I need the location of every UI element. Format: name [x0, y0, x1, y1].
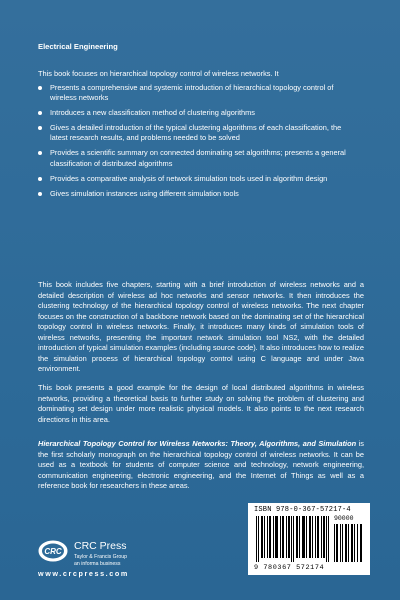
bullet-icon: [38, 126, 42, 130]
publisher-url: www.crcpress.com: [38, 569, 129, 578]
list-item: Presents a comprehensive and systemic introduction of hierarchical topology control of wireless networks: [38, 83, 358, 103]
bullet-icon: [38, 192, 42, 196]
list-item: Gives a detailed introduction of the typical clustering algorithms of each classification, the latest research results, and problems needed to be solved: [38, 123, 358, 143]
bullet-icon: [38, 111, 42, 115]
isbn-label: ISBN 978-0-367-57217-4: [254, 506, 351, 514]
crc-logo-text: CRC: [44, 547, 62, 556]
list-item: Provides a comparative analysis of network simulation tools used in algorithm design: [38, 174, 358, 184]
publisher-group: Taylor & Francis Group an informa business: [74, 554, 128, 567]
list-item: Gives simulation instances using different simulation tools: [38, 189, 358, 199]
list-item: Introduces a new classification method of clustering algorithms: [38, 108, 358, 118]
bullet-icon: [38, 86, 42, 90]
barcode: [248, 503, 370, 575]
book-title: Hierarchical Topology Control for Wireless Networks: Theory, Algorithms, and Simulation: [38, 439, 357, 448]
intro-text: This book focuses on hierarchical topology control of wireless networks. It: [38, 69, 279, 78]
description-paragraph: This book presents a good example for the design of local distributed algorithms in wireless networks, providing a theoretical basis to further study on solving the problem of clustering and dominating set design under more realistic physical models. It also points to the next research directions in this area.: [38, 383, 364, 424]
feature-list: [38, 83, 358, 204]
crc-logo-icon: [38, 540, 68, 562]
bullet-icon: [38, 151, 42, 155]
description-paragraph: Hierarchical Topology Control for Wireless Networks: Theory, Algorithms, and Simulation is the first scholarly monograph on the hierarchical topology control of wireless networks. It can be used as a textbook for students of computer science and technology, network engineering, communication engineering, electronic engineering, and the Internet of Things as well as a reference book for researchers in these areas.: [38, 439, 364, 490]
price-addon: 90000: [334, 515, 354, 522]
bullet-icon: [38, 177, 42, 181]
publisher-name: CRC Press: [74, 540, 127, 552]
ean-number: 9 780367 572174: [254, 564, 325, 572]
category-label: Electrical Engineering: [38, 42, 118, 51]
list-item: Provides a scientific summary on connected dominating set algorithms; presents a general classification of distributed algorithms: [38, 148, 358, 168]
barcode-bars-icon: [254, 516, 364, 562]
description-paragraph: This book includes five chapters, starting with a brief introduction of wireless networks and a detailed description of wireless ad hoc networks and sensor networks. It then introduces the clustering technology of the hierarchical topology control of wireless networks. The next chapter focuses on the construction of a backbone network based on the dominating set of the hierarchical topology control in wireless networks. Finally, it introduces many kinds of simulation tools of wireless networks, presenting the important network simulation tool NS2, with the detailed introduction of typical simulation examples (including source code). It also introduces how to realize the simulation process of hierarchical topology control using C language and under Java environment.: [38, 280, 364, 373]
